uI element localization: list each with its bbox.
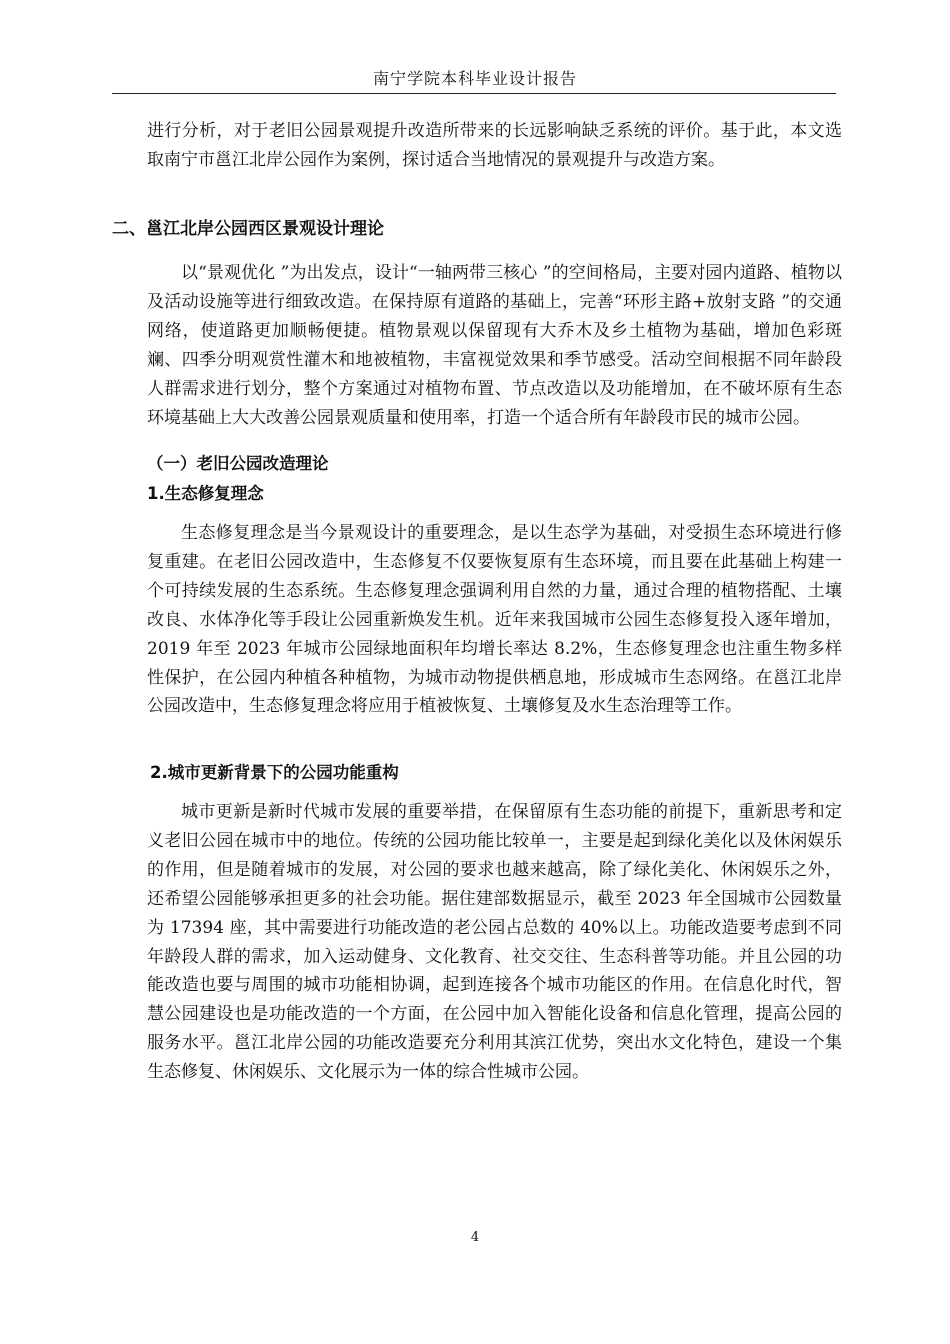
item-1-heading: 1.生态修复理念 — [147, 484, 264, 503]
page-header-title: 南宁学院本科毕业设计报告 — [372, 69, 577, 88]
item-2-paragraph: 城市更新是新时代城市发展的重要举措，在保留原有生态功能的前提下，重新思考和定义老旧公园在城市中的地位。传统的公园功能比较单一，主要是起到绿化美化以及休闲娱乐的作用，但是随着城市的发展，对公园的要求也越来越高，除了绿化美化、休闲娱乐之外，还希望公园能够承担更多的社会功能。据住建部数据显示，截至 2023 年全国城市公园数量为 17394 座，其中需要进行功能改造的老公园占总数的 40%以上。功能改造要考虑到不同年龄段人群的需求，加入运动健身、文化教育、社交交往、生态科普等功能。并且公园的功能改造也要与周围的城市功能相协调，起到连接各个城市功能区的作用。在信息化时代，智慧公园建设也是功能改造的一个方面，在公园中加入智能化设备和信息化管理，提高公园的服务水平。邕江北岸公园的功能改造要充分利用其滨江优势，突出水文化特色，建设一个集生态修复、休闲娱乐、文化展示为一体的综合性城市公园。 — [147, 802, 842, 1083]
item-2-block — [147, 798, 842, 1087]
item-1-block — [147, 519, 842, 721]
intro-paragraph: 进行分析，对于老旧公园景观提升改造所带来的长远影响缺乏系统的评价。基于此，本文选取南宁市邕江北岸公园作为案例，探讨适合当地情况的景观提升与改造方案。 — [147, 121, 842, 170]
section-paragraph: 以“景观优化 ”为出发点，设计“一轴两带三核心 ”的空间格局，主要对园内道路、植物以及活动设施等进行细致改造。在保持原有道路的基础上，完善“环形主路+放射支路 ”的交通网络，使道路更加顺畅便捷。植物景观以保留现有大乔木及乡土植物为基础，增加色彩斑斓、四季分明观赏性灌木和地被植物，丰富视觉效果和季节感受。活动空间根据不同年龄段人群需求进行划分，整个方案通过对植物布置、节点改造以及功能增加，在不破坏原有生态环境基础上大大改善公园景观质量和使用率，打造一个适合所有年龄段市民的城市公园。 — [147, 263, 842, 428]
item-2-heading: 2.城市更新背景下的公园功能重构 — [150, 763, 399, 782]
section-body-block — [147, 259, 842, 432]
subsection-heading: （一）老旧公园改造理论 — [147, 454, 329, 473]
section-heading: 二、邕江北岸公园西区景观设计理论 — [112, 219, 384, 239]
intro-block — [147, 117, 842, 175]
page-number: 4 — [470, 1230, 480, 1245]
header-divider — [112, 93, 836, 94]
item-1-paragraph: 生态修复理念是当今景观设计的重要理念，是以生态学为基础，对受损生态环境进行修复重建。在老旧公园改造中，生态修复不仅要恢复原有生态环境，而且要在此基础上构建一个可持续发展的生态系统。生态修复理念强调利用自然的力量，通过合理的植物搭配、土壤改良、水体净化等手段让公园重新焕发生机。近年来我国城市公园生态修复投入逐年增加，2019 年至 2023 年城市公园绿地面积年均增长率达 8.2%，生态修复理念也注重生物多样性保护，在公园内种植各种植物，为城市动物提供栖息地，形成城市生态网络。在邕江北岸公园改造中，生态修复理念将应用于植被恢复、土壤修复及水生态治理等工作。 — [147, 523, 842, 717]
